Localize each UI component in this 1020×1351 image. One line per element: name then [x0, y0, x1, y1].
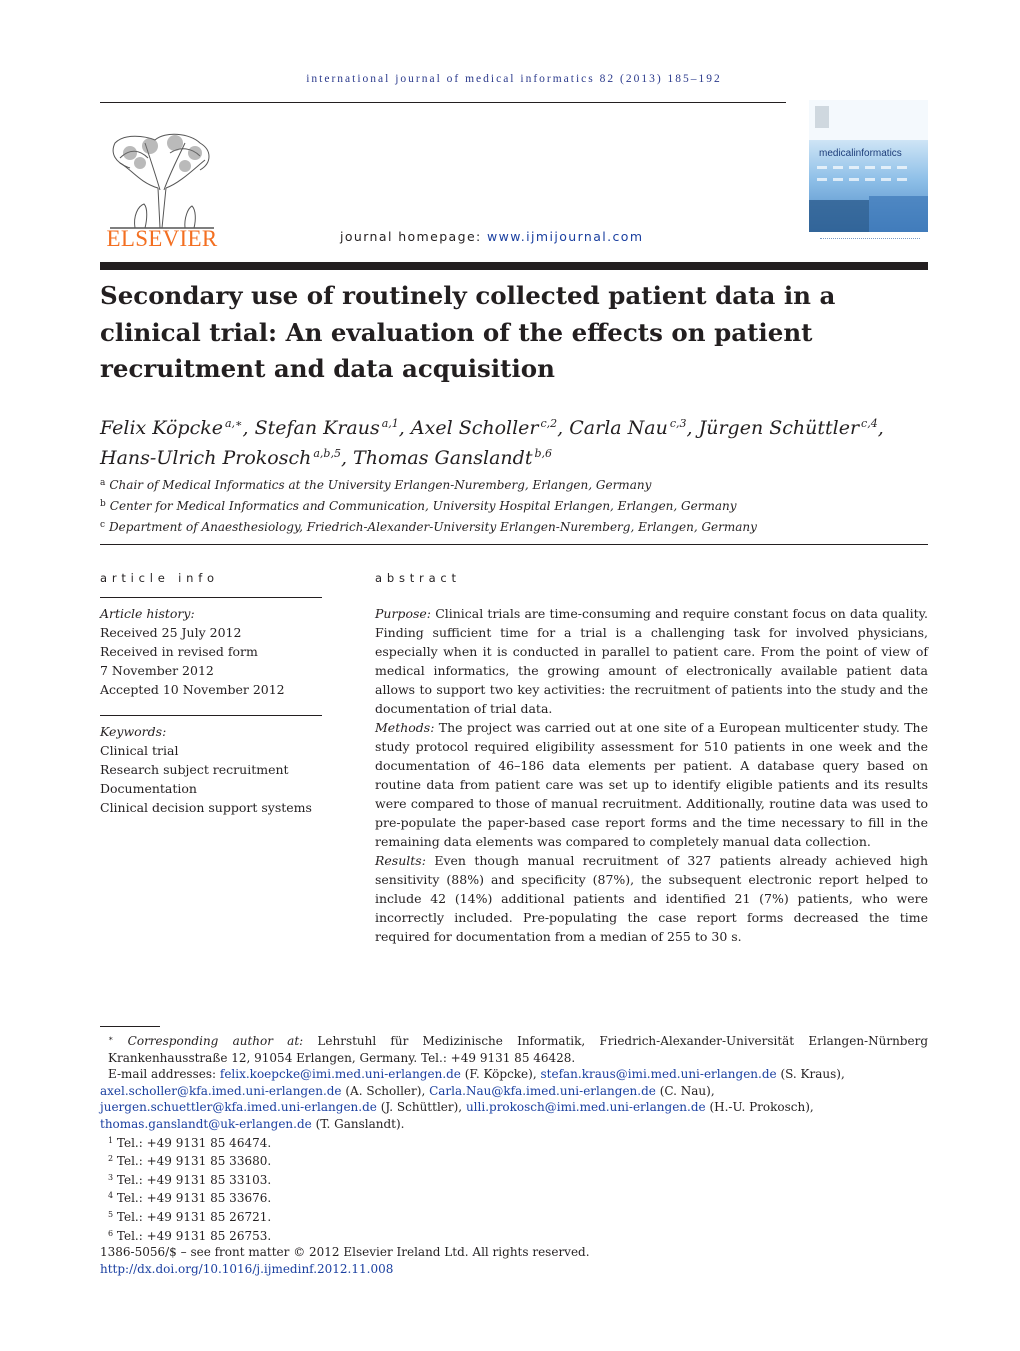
email-link[interactable]: juergen.schuettler@kfa.imed.uni-erlangen.de: [100, 1100, 377, 1115]
running-head: international journal of medical informatics 82 (2013) 185–192: [306, 73, 722, 85]
history-label: Article history:: [100, 606, 195, 621]
author: Hans-Ulrich Prokosch $^{a,b,5}$,: [100, 447, 347, 469]
article-info-heading: article info: [100, 571, 219, 585]
phone-note: $^3$ Tel.: +49 9131 85 33103.: [108, 1172, 272, 1187]
cover-journal-name: medicalinformatics: [819, 148, 902, 159]
keyword: Clinical trial: [100, 743, 179, 758]
publisher-name: ELSEVIER: [106, 226, 218, 251]
article-title: Secondary use of routinely collected patient data in a clinical trial: An evaluation of the effects on patient recruitment and data acquisition: [100, 281, 836, 383]
abstract-heading: abstract: [375, 571, 461, 585]
keywords-label: Keywords:: [100, 724, 167, 739]
affiliation: $^b$ Center for Medical Informatics and Communication, University Hospital Erlangen, Erlangen, Germany: [100, 499, 737, 513]
author: Thomas Ganslandt $^{b,6}$: [353, 447, 553, 469]
affiliation-list: [100, 474, 928, 537]
abstract-purpose: Purpose: Clinical trials are time-consuming and require constant focus on data quality. Finding sufficient time for a trial is a challenging task for involved physicians, especially when it is conducted in parallel to patient care. From the point of view of medical informatics, the growing amount of electronically available patient data allows to support two key activities: the recruitment of patients into the study and the documentation of trial data.: [375, 606, 928, 716]
header-rule: [100, 102, 786, 103]
author: Stefan Kraus $^{a,1}$,: [254, 417, 405, 439]
keywords-rule: [100, 715, 322, 716]
article-history: [100, 604, 330, 699]
journal-cover-image: [809, 100, 928, 232]
history-entry: 7 November 2012: [100, 663, 214, 678]
phone-note: $^5$ Tel.: +49 9131 85 26721.: [108, 1209, 272, 1224]
cover-art: [809, 100, 928, 232]
homepage-link[interactable]: www.ijmijournal.com: [487, 229, 644, 244]
affiliation: $^a$ Chair of Medical Informatics at the University Erlangen-Nuremberg, Erlangen, Germany: [100, 478, 652, 492]
history-entry: Received in revised form: [100, 644, 258, 659]
copyright-line: 1386-5056/$ – see front matter © 2012 Elsevier Ireland Ltd. All rights reserved.: [100, 1245, 590, 1260]
author: Carla Nau $^{c,3}$,: [569, 417, 693, 439]
author: Jürgen Schüttler $^{c,4}$,: [698, 417, 884, 439]
email-link[interactable]: stefan.kraus@imi.med.uni-erlangen.de: [540, 1067, 777, 1082]
email-link[interactable]: thomas.ganslandt@uk-erlangen.de: [100, 1116, 312, 1131]
phone-note: $^2$ Tel.: +49 9131 85 33680.: [108, 1154, 272, 1169]
author: Felix Köpcke $^{a,∗}$,: [100, 417, 249, 439]
phone-note: $^6$ Tel.: +49 9131 85 26753.: [108, 1228, 272, 1243]
email-link[interactable]: Carla.Nau@kfa.imed.uni-erlangen.de: [429, 1083, 656, 1098]
phone-note: $^1$ Tel.: +49 9131 85 46474.: [108, 1135, 272, 1150]
keyword: Clinical decision support systems: [100, 800, 312, 815]
phone-note: $^4$ Tel.: +49 9131 85 33676.: [108, 1191, 272, 1206]
author-list: [100, 411, 900, 471]
abstract-results: Results: Even though manual recruitment of 327 patients already achieved high sensitivity (88%) and specificity (87%), the subsequent electronic report helped to include 42 (14%) additional patients and identified 21 (7%) patients, who were incorrectly included. Pre-populating the case report forms decreased the time required for documentation from a median of 255 to 30 s.: [375, 853, 928, 944]
footnote-rule: [100, 1026, 160, 1027]
keyword: Research subject recruitment: [100, 762, 289, 777]
email-addresses: E-mail addresses: felix.koepcke@imi.med.uni-erlangen.de (F. Köpcke), stefan.kraus@imi.med.uni-erlangen.de (S. Kraus), axel.scholler@kfa.imed.uni-erlangen.de (A. Scholler), Carla.Nau@kfa.imed.uni-erlangen.de (C. Nau), juergen.schuettler@kfa.imed.uni-erlangen.de (J. Schüttler), ulli.prokosch@imi.med.uni-erlangen.de (H.-U. Prokosch), thomas.ganslandt@uk-erlangen.de (T. Ganslandt).: [100, 1067, 845, 1131]
author: Axel Scholler $^{c,2}$,: [410, 417, 564, 439]
journal-homepage: [340, 229, 760, 244]
article-info-rule: [100, 597, 322, 598]
footnotes: [100, 1031, 928, 1277]
doi-link[interactable]: http://dx.doi.org/10.1016/j.ijmedinf.2012.11.008: [100, 1261, 394, 1276]
abstract-body: [375, 604, 928, 946]
keyword: Documentation: [100, 781, 197, 796]
email-link[interactable]: ulli.prokosch@imi.med.uni-erlangen.de: [465, 1100, 706, 1115]
cover-caption: [820, 238, 920, 242]
homepage-label: journal homepage:: [340, 229, 482, 244]
abstract-methods: Methods: The project was carried out at one site of a European multicenter study. The study protocol required eligibility assessment for 510 patients in one week and the documentation of 46–186 data elements per patient. A database query based on routine data from patient care was set up to identify eligible patients and its results were compared to those of manual recruitment. Additionally, routine data was used to pre-populate the paper-based case report forms and the time necessary to fill in the remaining data elements was compared to completely manual data collection.: [375, 720, 928, 849]
corresponding-author-note: ∗ Corresponding author at: Lehrstuhl für Medizinische Informatik, Friedrich-Alexander-Universität Erlangen-Nürnberg Krankenhausstraße 12, 91054 Erlangen, Germany. Tel.: +49 9131 85 46428.: [108, 1034, 928, 1065]
email-link[interactable]: felix.koepcke@imi.med.uni-erlangen.de: [219, 1067, 461, 1082]
title-rule: [100, 262, 928, 270]
affiliation: $^c$ Department of Anaesthesiology, Friedrich-Alexander-University Erlangen-Nuremberg, Erlangen, Germany: [100, 520, 757, 534]
history-entry: Accepted 10 November 2012: [100, 682, 285, 697]
keywords: [100, 722, 330, 817]
email-link[interactable]: axel.scholler@kfa.imed.uni-erlangen.de: [100, 1083, 342, 1098]
history-entry: Received 25 July 2012: [100, 625, 242, 640]
affiliation-rule: [100, 544, 928, 545]
